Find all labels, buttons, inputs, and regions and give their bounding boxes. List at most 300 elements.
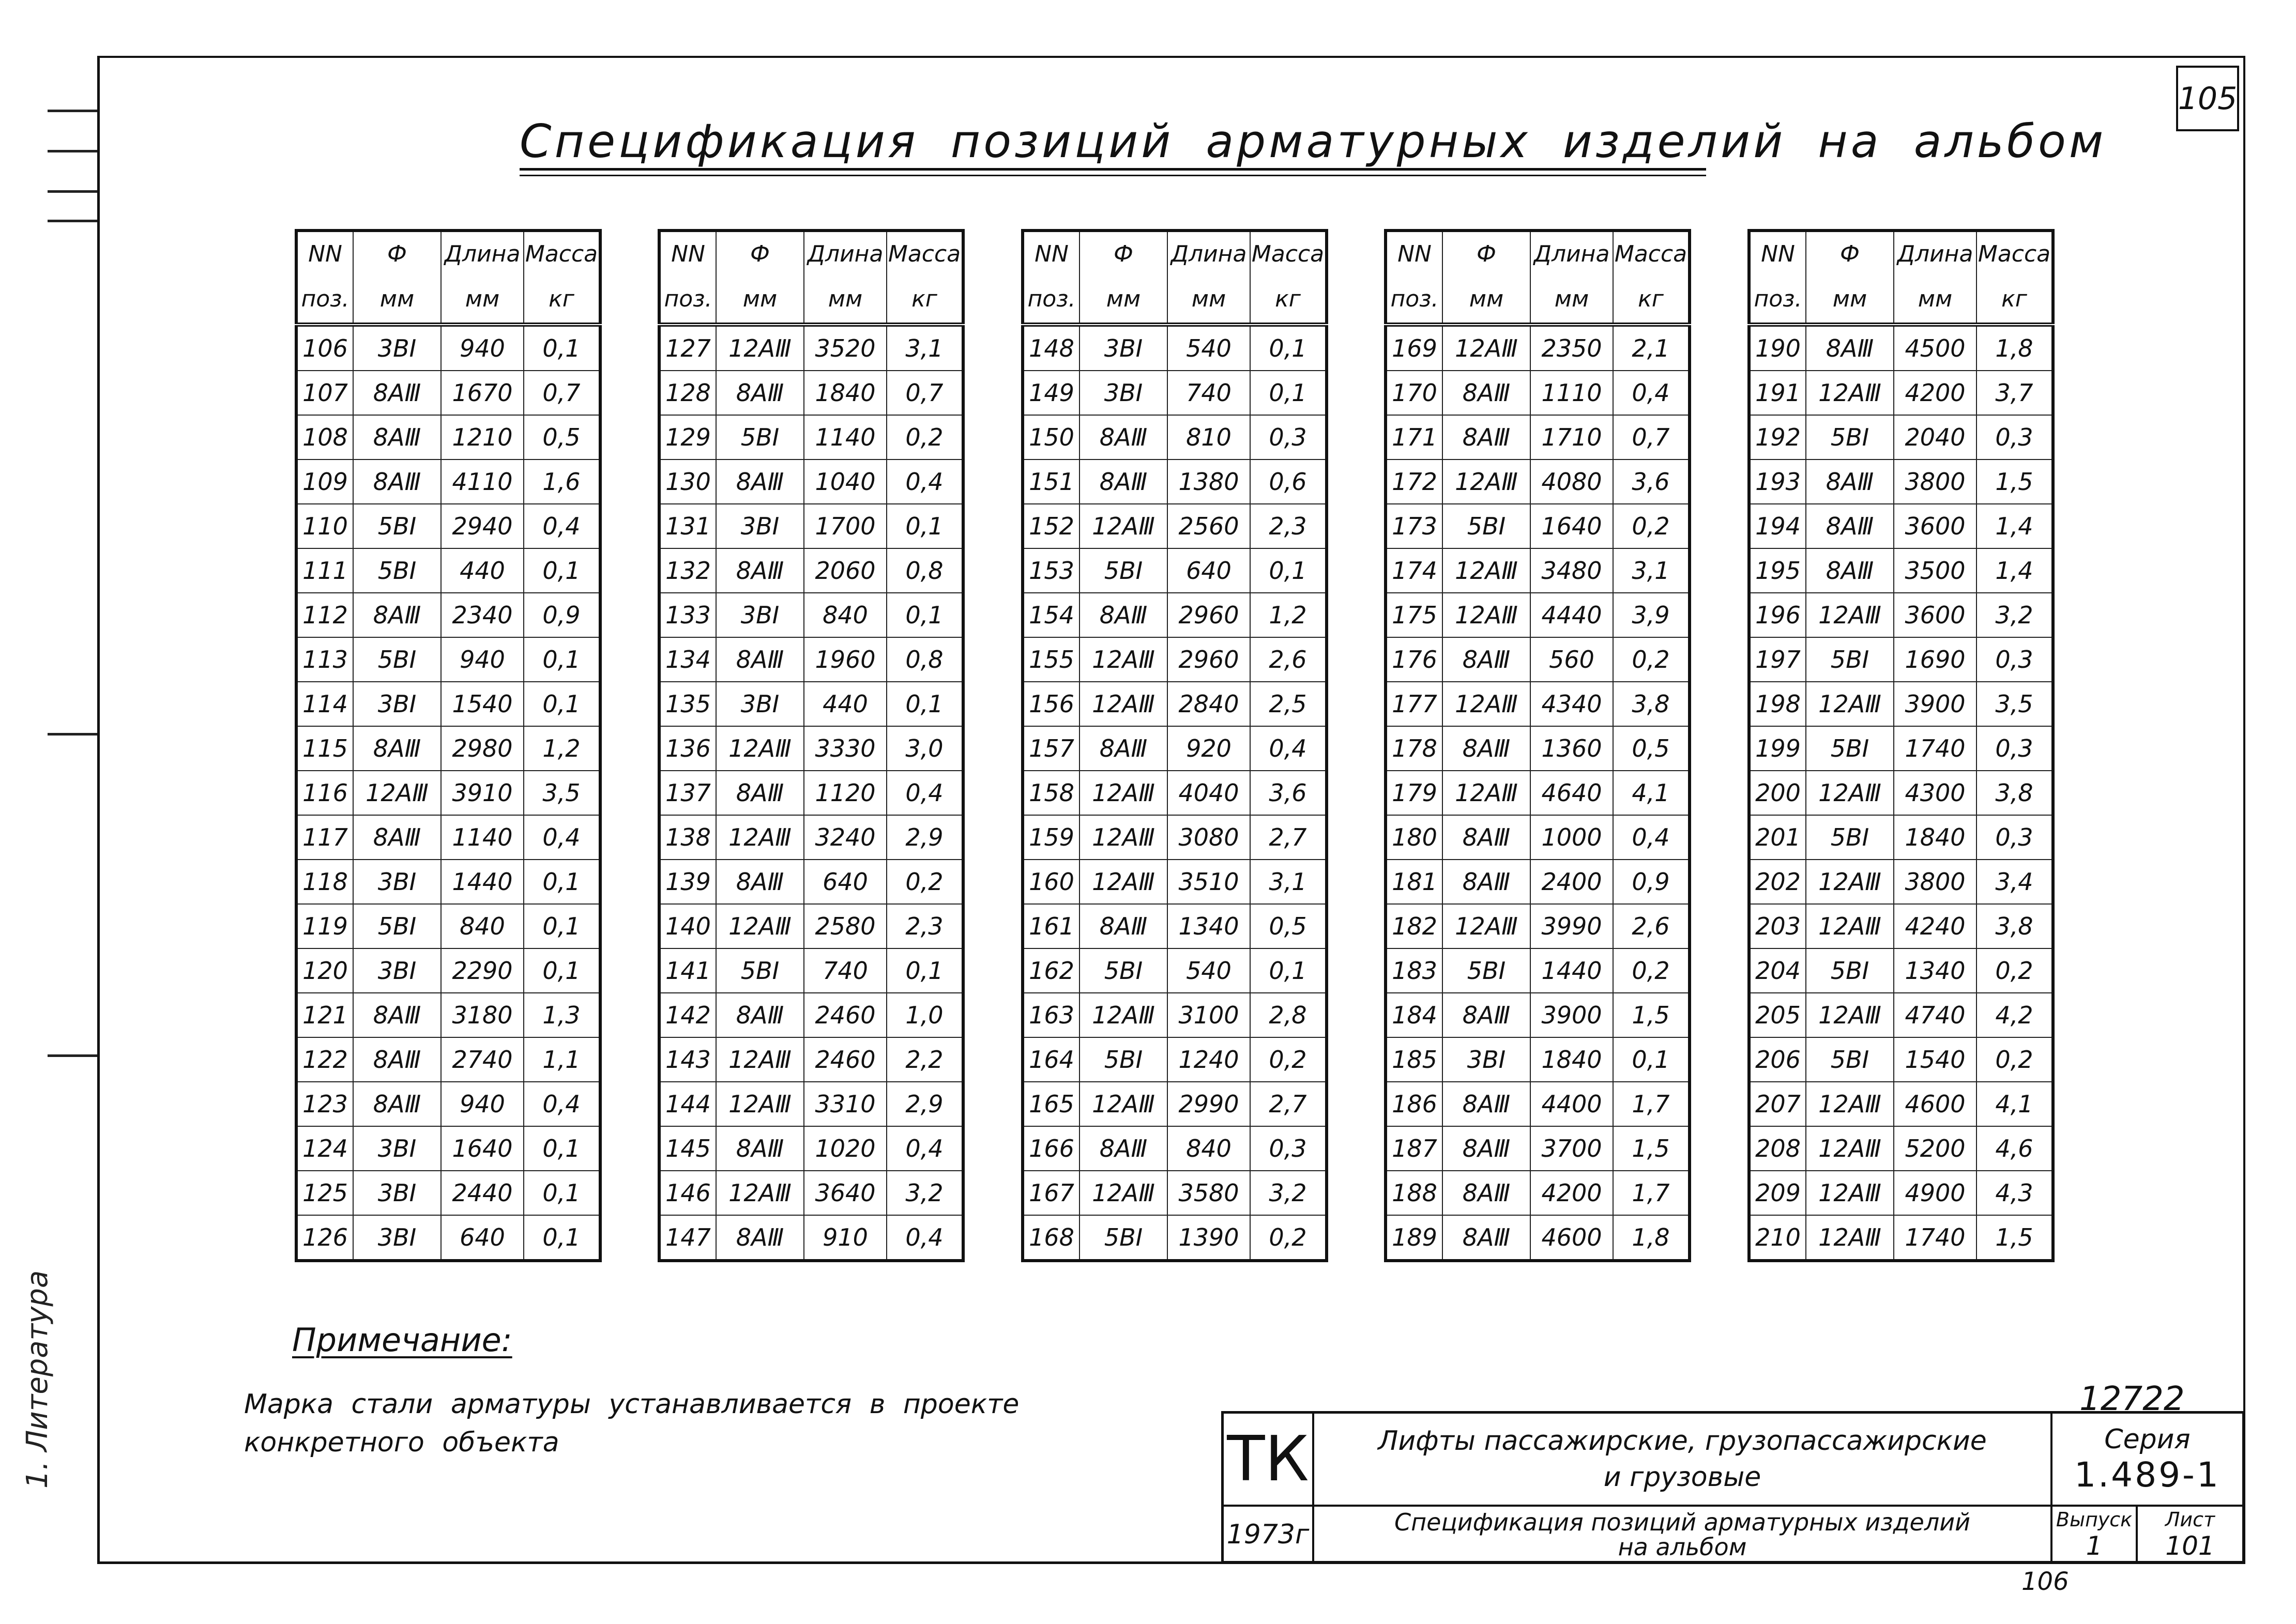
cell-pos: 132: [659, 548, 716, 593]
cell-length: 440: [804, 682, 887, 726]
cell-pos: 106: [296, 325, 353, 371]
table-row: [1386, 325, 1690, 371]
cell-length: 2340: [441, 593, 524, 637]
table-row: [659, 726, 963, 771]
cell-pos: 186: [1386, 1082, 1442, 1126]
cell-diameter: 12АⅢ: [1806, 860, 1894, 904]
cell-diameter: 8АⅢ: [1442, 726, 1530, 771]
header-mass-unit: кг: [524, 276, 600, 325]
cell-diameter: 3ВⅠ: [716, 682, 804, 726]
cell-mass: 1,2: [1250, 593, 1327, 637]
cell-diameter: 12АⅢ: [716, 325, 804, 371]
cell-pos: 114: [296, 682, 353, 726]
cell-mass: 3,1: [1613, 548, 1690, 593]
cell-length: 3310: [804, 1082, 887, 1126]
cell-pos: 108: [296, 415, 353, 459]
cell-length: 2960: [1167, 593, 1250, 637]
spec-table-2: [658, 229, 965, 1262]
cell-length: 440: [441, 548, 524, 593]
cell-mass: 4,1: [1976, 1082, 2053, 1126]
cell-diameter: 8АⅢ: [1442, 993, 1530, 1037]
table-row: [659, 325, 963, 371]
spec-table-3: [1021, 229, 1328, 1262]
table-row: [1023, 1037, 1327, 1082]
cell-mass: 3,2: [1976, 593, 2053, 637]
cell-mass: 0,1: [1250, 548, 1327, 593]
cell-pos: 174: [1386, 548, 1442, 593]
issue-label: Выпуск: [2056, 1508, 2133, 1531]
cell-pos: 163: [1023, 993, 1079, 1037]
year: 1973г: [1224, 1507, 1314, 1562]
table-row: [659, 637, 963, 682]
cell-length: 3520: [804, 325, 887, 371]
header-pos-unit: поз.: [659, 276, 716, 325]
cell-diameter: 5ВⅠ: [1806, 948, 1894, 993]
cell-length: 840: [1167, 1126, 1250, 1171]
cell-pos: 111: [296, 548, 353, 593]
cell-diameter: 12АⅢ: [1806, 1171, 1894, 1215]
cell-pos: 150: [1023, 415, 1079, 459]
cell-length: 740: [1167, 371, 1250, 415]
header-mass-unit: кг: [887, 276, 963, 325]
cell-pos: 199: [1749, 726, 1806, 771]
cell-diameter: 8АⅢ: [1079, 726, 1167, 771]
cell-mass: 2,6: [1613, 904, 1690, 948]
cell-mass: 0,1: [1250, 371, 1327, 415]
cell-mass: 3,5: [524, 771, 600, 815]
cell-diameter: 3ВⅠ: [1079, 325, 1167, 371]
cell-diameter: 12АⅢ: [1079, 682, 1167, 726]
table-row: [1023, 860, 1327, 904]
cell-mass: 3,4: [1976, 860, 2053, 904]
cell-diameter: 5ВⅠ: [353, 637, 441, 682]
cell-diameter: 3ВⅠ: [353, 325, 441, 371]
cell-mass: 0,2: [1976, 1037, 2053, 1082]
header-pos-unit: поз.: [1023, 276, 1079, 325]
cell-pos: 113: [296, 637, 353, 682]
cell-mass: 0,5: [524, 415, 600, 459]
table-row: [1386, 1171, 1690, 1215]
header-dia-unit: мм: [1806, 276, 1894, 325]
cell-length: 4600: [1530, 1215, 1613, 1261]
cell-diameter: 12АⅢ: [1442, 459, 1530, 504]
cell-length: 640: [1167, 548, 1250, 593]
table-row: [1749, 1126, 2053, 1171]
cell-pos: 209: [1749, 1171, 1806, 1215]
sheet-value: 101: [2165, 1530, 2215, 1561]
table-row: [1749, 1171, 2053, 1215]
cell-pos: 168: [1023, 1215, 1079, 1261]
cell-mass: 0,1: [1250, 948, 1327, 993]
cell-length: 2060: [804, 548, 887, 593]
table-row: [1386, 904, 1690, 948]
cell-diameter: 8АⅢ: [1442, 371, 1530, 415]
cell-mass: 0,5: [1613, 726, 1690, 771]
table-row: [296, 1126, 600, 1171]
series-label: Серия: [2104, 1423, 2191, 1455]
cell-mass: 0,4: [887, 1215, 963, 1261]
cell-pos: 125: [296, 1171, 353, 1215]
cell-diameter: 12АⅢ: [1079, 815, 1167, 860]
cell-length: 1360: [1530, 726, 1613, 771]
table-row: [296, 459, 600, 504]
cell-diameter: 12АⅢ: [1442, 771, 1530, 815]
cell-diameter: 8АⅢ: [1442, 415, 1530, 459]
cell-mass: 0,2: [1976, 948, 2053, 993]
cell-diameter: 8АⅢ: [716, 459, 804, 504]
cell-diameter: 12АⅢ: [1079, 637, 1167, 682]
cell-length: 3510: [1167, 860, 1250, 904]
cell-pos: 169: [1386, 325, 1442, 371]
cell-pos: 139: [659, 860, 716, 904]
table-row: [296, 593, 600, 637]
table-row: [1023, 726, 1327, 771]
table-row: [1386, 993, 1690, 1037]
cell-pos: 138: [659, 815, 716, 860]
cell-pos: 197: [1749, 637, 1806, 682]
cell-mass: 0,1: [524, 637, 600, 682]
cell-pos: 196: [1749, 593, 1806, 637]
cell-mass: 3,0: [887, 726, 963, 771]
cell-diameter: 12АⅢ: [716, 904, 804, 948]
table-row: [1386, 459, 1690, 504]
cell-mass: 2,9: [887, 815, 963, 860]
cell-length: 1740: [1894, 726, 1976, 771]
cell-length: 1040: [804, 459, 887, 504]
cell-pos: 110: [296, 504, 353, 548]
table-row: [296, 504, 600, 548]
table-row: [296, 771, 600, 815]
cell-diameter: 8АⅢ: [1079, 459, 1167, 504]
cell-length: 1340: [1167, 904, 1250, 948]
cell-pos: 144: [659, 1082, 716, 1126]
table-row: [1023, 325, 1327, 371]
cell-diameter: 12АⅢ: [1079, 1082, 1167, 1126]
cell-length: 640: [441, 1215, 524, 1261]
cell-length: 3900: [1894, 682, 1976, 726]
cell-length: 2040: [1894, 415, 1976, 459]
cell-length: 4240: [1894, 904, 1976, 948]
table-row: [1386, 682, 1690, 726]
series: [2052, 1414, 2242, 1507]
cell-mass: 2,3: [1250, 504, 1327, 548]
table-row: [1749, 993, 2053, 1037]
cell-mass: 3,7: [1976, 371, 2053, 415]
cell-mass: 0,1: [524, 948, 600, 993]
table-row: [659, 771, 963, 815]
table-row: [296, 993, 600, 1037]
sheet-title-line2: на альбом: [1618, 1533, 1747, 1561]
cell-diameter: 12АⅢ: [1806, 771, 1894, 815]
cell-length: 1960: [804, 637, 887, 682]
cell-mass: 3,9: [1613, 593, 1690, 637]
cell-pos: 117: [296, 815, 353, 860]
cell-pos: 115: [296, 726, 353, 771]
cell-length: 4200: [1894, 371, 1976, 415]
cell-pos: 120: [296, 948, 353, 993]
cell-length: 4440: [1530, 593, 1613, 637]
cell-mass: 1,8: [1976, 325, 2053, 371]
cell-length: 840: [441, 904, 524, 948]
header-pos-unit: поз.: [1386, 276, 1442, 325]
cell-mass: 0,2: [887, 415, 963, 459]
cell-mass: 3,1: [1250, 860, 1327, 904]
table-row: [1023, 1082, 1327, 1126]
cell-mass: 0,1: [524, 1171, 600, 1215]
cell-diameter: 8АⅢ: [716, 1126, 804, 1171]
issue-value: 1: [2086, 1530, 2103, 1561]
cell-length: 920: [1167, 726, 1250, 771]
issue: [2052, 1507, 2138, 1562]
cell-length: 840: [804, 593, 887, 637]
cell-diameter: 8АⅢ: [1806, 459, 1894, 504]
cell-diameter: 5ВⅠ: [1806, 1037, 1894, 1082]
cell-mass: 0,8: [887, 548, 963, 593]
table-row: [296, 860, 600, 904]
cell-length: 4600: [1894, 1082, 1976, 1126]
cell-pos: 128: [659, 371, 716, 415]
cell-diameter: 8АⅢ: [353, 726, 441, 771]
cell-length: 4640: [1530, 771, 1613, 815]
cell-pos: 158: [1023, 771, 1079, 815]
cell-length: 1640: [1530, 504, 1613, 548]
table-row: [1023, 1215, 1327, 1261]
cell-length: 1340: [1894, 948, 1976, 993]
table-row: [1023, 815, 1327, 860]
cell-mass: 0,6: [1250, 459, 1327, 504]
cell-length: 4200: [1530, 1171, 1613, 1215]
cell-mass: 0,2: [1250, 1215, 1327, 1261]
cell-mass: 0,3: [1250, 415, 1327, 459]
cell-length: 2460: [804, 993, 887, 1037]
header-dia: Ф: [353, 231, 441, 276]
cell-pos: 118: [296, 860, 353, 904]
cell-diameter: 5ВⅠ: [353, 548, 441, 593]
cell-mass: 2,9: [887, 1082, 963, 1126]
header-dia-unit: мм: [353, 276, 441, 325]
cell-diameter: 5ВⅠ: [1806, 815, 1894, 860]
cell-pos: 130: [659, 459, 716, 504]
note-text: Марка стали арматуры устанавливается в проекте конкретного объекта: [244, 1389, 1020, 1458]
title-underline: [520, 168, 1706, 171]
cell-mass: 1,7: [1613, 1082, 1690, 1126]
table-row: [1749, 325, 2053, 371]
cell-mass: 4,3: [1976, 1171, 2053, 1215]
table-row: [659, 1082, 963, 1126]
cell-pos: 133: [659, 593, 716, 637]
cell-mass: 0,9: [524, 593, 600, 637]
cell-length: 560: [1530, 637, 1613, 682]
cell-mass: 2,5: [1250, 682, 1327, 726]
cell-mass: 0,2: [1613, 948, 1690, 993]
table-row: [1749, 459, 2053, 504]
table-row: [1386, 548, 1690, 593]
table-row: [1023, 637, 1327, 682]
header-pos: NN: [1386, 231, 1442, 276]
cell-length: 4110: [441, 459, 524, 504]
cell-length: 4300: [1894, 771, 1976, 815]
header-length-unit: мм: [1894, 276, 1976, 325]
cell-mass: 3,8: [1976, 771, 2053, 815]
cell-length: 1210: [441, 415, 524, 459]
cell-diameter: 8АⅢ: [716, 993, 804, 1037]
cell-mass: 3,8: [1976, 904, 2053, 948]
cell-pos: 190: [1749, 325, 1806, 371]
cell-pos: 207: [1749, 1082, 1806, 1126]
cell-length: 540: [1167, 948, 1250, 993]
table-row: [1386, 948, 1690, 993]
header-length: Длина: [441, 231, 524, 276]
cell-diameter: 12АⅢ: [716, 726, 804, 771]
cell-pos: 179: [1386, 771, 1442, 815]
table-row: [1386, 1082, 1690, 1126]
table-row: [1386, 593, 1690, 637]
page-title: Спецификация позиций арматурных изделий на альбом: [520, 115, 2107, 168]
table-row: [296, 1171, 600, 1215]
cell-diameter: 8АⅢ: [353, 415, 441, 459]
cell-length: 2350: [1530, 325, 1613, 371]
cell-mass: 0,3: [1976, 637, 2053, 682]
cell-pos: 177: [1386, 682, 1442, 726]
cell-diameter: 8АⅢ: [353, 371, 441, 415]
cell-length: 1380: [1167, 459, 1250, 504]
cell-mass: 0,4: [887, 771, 963, 815]
cell-diameter: 8АⅢ: [716, 637, 804, 682]
cell-pos: 165: [1023, 1082, 1079, 1126]
cell-pos: 147: [659, 1215, 716, 1261]
cell-mass: 0,1: [524, 1215, 600, 1261]
cell-mass: 0,4: [1250, 726, 1327, 771]
cell-mass: 1,4: [1976, 548, 2053, 593]
cell-pos: 204: [1749, 948, 1806, 993]
cell-diameter: 12АⅢ: [1079, 993, 1167, 1037]
cell-diameter: 3ВⅠ: [1079, 371, 1167, 415]
table-row: [1023, 682, 1327, 726]
header-length-unit: мм: [441, 276, 524, 325]
cell-pos: 160: [1023, 860, 1079, 904]
cell-diameter: 12АⅢ: [1442, 593, 1530, 637]
cell-pos: 127: [659, 325, 716, 371]
cell-mass: 1,6: [524, 459, 600, 504]
table-row: [659, 415, 963, 459]
table-row: [1749, 771, 2053, 815]
cell-length: 910: [804, 1215, 887, 1261]
cell-pos: 148: [1023, 325, 1079, 371]
table-row: [659, 593, 963, 637]
table-row: [659, 1171, 963, 1215]
cell-pos: 173: [1386, 504, 1442, 548]
cell-pos: 187: [1386, 1126, 1442, 1171]
table-row: [659, 682, 963, 726]
cell-mass: 0,4: [887, 459, 963, 504]
cell-diameter: 8АⅢ: [1806, 548, 1894, 593]
cell-pos: 206: [1749, 1037, 1806, 1082]
spec-table-5: [1747, 229, 2055, 1262]
header-dia: Ф: [716, 231, 804, 276]
cell-diameter: 8АⅢ: [716, 860, 804, 904]
table-row: [1386, 415, 1690, 459]
cell-length: 3080: [1167, 815, 1250, 860]
cell-mass: 4,6: [1976, 1126, 2053, 1171]
cell-length: 2740: [441, 1037, 524, 1082]
cell-diameter: 3ВⅠ: [1442, 1037, 1530, 1082]
cell-length: 1670: [441, 371, 524, 415]
table-row: [1023, 948, 1327, 993]
cell-diameter: 3ВⅠ: [353, 948, 441, 993]
cell-length: 5200: [1894, 1126, 1976, 1171]
cell-length: 810: [1167, 415, 1250, 459]
cell-diameter: 8АⅢ: [716, 371, 804, 415]
cell-mass: 1,5: [1613, 993, 1690, 1037]
cell-diameter: 8АⅢ: [716, 1215, 804, 1261]
header-length-unit: мм: [1530, 276, 1613, 325]
cell-pos: 192: [1749, 415, 1806, 459]
cell-length: 2460: [804, 1037, 887, 1082]
table-row: [296, 904, 600, 948]
cell-mass: 4,2: [1976, 993, 2053, 1037]
header-length-unit: мм: [1167, 276, 1250, 325]
cell-mass: 1,5: [1976, 1215, 2053, 1261]
table-row: [659, 1037, 963, 1082]
cell-length: 4400: [1530, 1082, 1613, 1126]
cell-length: 2400: [1530, 860, 1613, 904]
cell-length: 1020: [804, 1126, 887, 1171]
cell-diameter: 8АⅢ: [1442, 1126, 1530, 1171]
cell-mass: 0,1: [887, 593, 963, 637]
cell-diameter: 5ВⅠ: [1079, 548, 1167, 593]
cell-diameter: 8АⅢ: [1442, 637, 1530, 682]
table-row: [1749, 1215, 2053, 1261]
cell-length: 2960: [1167, 637, 1250, 682]
cell-pos: 170: [1386, 371, 1442, 415]
cell-pos: 183: [1386, 948, 1442, 993]
cell-pos: 193: [1749, 459, 1806, 504]
cell-length: 2980: [441, 726, 524, 771]
cell-mass: 0,1: [1613, 1037, 1690, 1082]
cell-diameter: 8АⅢ: [716, 771, 804, 815]
cell-pos: 145: [659, 1126, 716, 1171]
cell-length: 2940: [441, 504, 524, 548]
cell-diameter: 12АⅢ: [1806, 682, 1894, 726]
cell-length: 1240: [1167, 1037, 1250, 1082]
cell-mass: 0,5: [1250, 904, 1327, 948]
cell-pos: 180: [1386, 815, 1442, 860]
cell-pos: 195: [1749, 548, 1806, 593]
cell-pos: 141: [659, 948, 716, 993]
cell-diameter: 8АⅢ: [353, 593, 441, 637]
cell-diameter: 8АⅢ: [1079, 593, 1167, 637]
table-row: [296, 682, 600, 726]
cell-mass: 0,1: [524, 1126, 600, 1171]
table-row: [1749, 682, 2053, 726]
table-row: [1749, 371, 2053, 415]
table-row: [1023, 1171, 1327, 1215]
cell-pos: 129: [659, 415, 716, 459]
cell-mass: 0,3: [1250, 1126, 1327, 1171]
cell-pos: 124: [296, 1126, 353, 1171]
cell-mass: 1,0: [887, 993, 963, 1037]
cell-diameter: 12АⅢ: [1442, 904, 1530, 948]
cell-pos: 116: [296, 771, 353, 815]
cell-diameter: 12АⅢ: [1079, 1171, 1167, 1215]
header-mass: Масса: [1976, 231, 2053, 276]
cell-mass: 0,7: [887, 371, 963, 415]
cell-diameter: 5ВⅠ: [353, 904, 441, 948]
cell-length: 1140: [804, 415, 887, 459]
cell-length: 3480: [1530, 548, 1613, 593]
cell-mass: 2,1: [1613, 325, 1690, 371]
cell-mass: 0,3: [1976, 726, 2053, 771]
